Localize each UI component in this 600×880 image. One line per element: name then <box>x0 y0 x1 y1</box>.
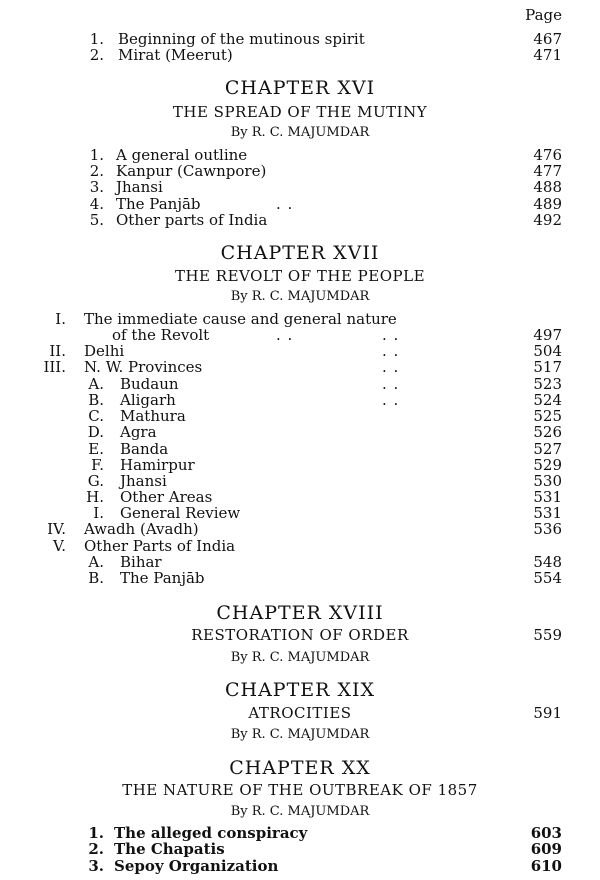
entry-number: III. <box>43 358 66 376</box>
entry-page: 524 <box>533 391 562 409</box>
chapter-author: By R. C. MAJUMDAR <box>230 125 370 140</box>
entry-title: Agra <box>120 423 157 441</box>
entry-number: C. <box>88 407 104 425</box>
entry-page: 525 <box>533 407 562 425</box>
chapter-heading: CHAPTER XVI <box>224 77 376 99</box>
entry-title: Kanpur (Cawnpore) <box>116 162 267 180</box>
entry-title: N. W. Provinces <box>84 358 203 376</box>
entry-number: V. <box>53 537 66 555</box>
entry-number: 1. <box>89 146 104 164</box>
leader-dots: . . <box>382 391 400 409</box>
entry-number: B. <box>88 391 104 409</box>
entry-number: 2. <box>89 46 104 64</box>
entry-title: Awadh (Avadh) <box>84 520 199 538</box>
entry-title: Other Areas <box>120 488 213 506</box>
entry-page: 529 <box>533 456 562 474</box>
chapter-author: By R. C. MAJUMDAR <box>230 727 370 742</box>
chapter-title-row <box>0 704 600 722</box>
entry-page: 530 <box>533 472 562 490</box>
entry-number: 4. <box>89 195 104 213</box>
entry-page: 526 <box>533 423 562 441</box>
entry-page: 536 <box>533 520 562 538</box>
entry-page: 609 <box>530 840 562 858</box>
toc-entry <box>0 569 600 587</box>
leader-dots: . . <box>382 375 400 393</box>
entry-title: Bihar <box>120 553 162 571</box>
entry-title: Delhi <box>84 342 125 360</box>
entry-page: 489 <box>533 195 562 213</box>
entry-title: Other Parts of India <box>84 537 236 555</box>
entry-title: Sepoy Organization <box>114 857 279 875</box>
entry-number: D. <box>87 423 104 441</box>
leader-dots: . . <box>382 358 400 376</box>
entry-title: Budaun <box>120 375 179 393</box>
entry-page: 603 <box>530 824 562 842</box>
chapter-heading: CHAPTER XVIII <box>216 602 384 624</box>
entry-title: Jhansi <box>116 178 163 196</box>
entry-page: 488 <box>533 178 562 196</box>
entry-title: Hamirpur <box>120 456 195 474</box>
chapter-page: 591 <box>533 704 562 722</box>
entry-page: 548 <box>533 553 562 571</box>
chapter-title: THE REVOLT OF THE PEOPLE <box>174 267 426 285</box>
toc-entry <box>0 178 600 196</box>
entry-number: 3. <box>88 857 104 875</box>
entry-page: 497 <box>533 326 562 344</box>
entry-title: Banda <box>120 440 169 458</box>
toc-entry <box>0 358 600 376</box>
entry-title: Aligarh <box>120 391 176 409</box>
chapter-title: ATROCITIES <box>248 704 352 722</box>
entry-number: II. <box>49 342 66 360</box>
toc-entry <box>0 840 600 858</box>
entry-number: F. <box>91 456 104 474</box>
chapter-author: By R. C. MAJUMDAR <box>230 650 370 665</box>
entry-number: I. <box>55 310 66 328</box>
chapter-page: 559 <box>533 626 562 644</box>
entry-number: 5. <box>89 211 104 229</box>
entry-title: A general outline <box>116 146 248 164</box>
toc-entry <box>0 211 600 229</box>
page-column-header: Page <box>525 6 562 24</box>
entry-page: 467 <box>533 30 562 48</box>
entry-number: H. <box>86 488 104 506</box>
entry-page: 527 <box>533 440 562 458</box>
entry-title: The Chapatis <box>114 840 225 858</box>
entry-number: 2. <box>89 162 104 180</box>
entry-number: A. <box>88 375 104 393</box>
entry-page: 477 <box>533 162 562 180</box>
entry-title: Mathura <box>120 407 186 425</box>
chapter-title: THE NATURE OF THE OUTBREAK OF 1857 <box>122 781 478 799</box>
entry-page: 531 <box>533 504 562 522</box>
chapter-author: By R. C. MAJUMDAR <box>230 804 370 819</box>
entry-title: The alleged conspiracy <box>114 824 308 842</box>
entry-number: G. <box>87 472 104 490</box>
entry-number: I. <box>93 504 104 522</box>
entry-title: The immediate cause and general nature <box>84 310 397 328</box>
entry-number: 1. <box>88 824 104 842</box>
toc-entry <box>0 423 600 441</box>
entry-title: Jhansi <box>120 472 167 490</box>
entry-page: 554 <box>533 569 562 587</box>
chapter-heading: CHAPTER XIX <box>224 679 376 701</box>
chapter-title: RESTORATION OF ORDER <box>191 626 409 644</box>
chapter-author: By R. C. MAJUMDAR <box>230 289 370 304</box>
leader-dots: . . <box>276 326 294 344</box>
chapter-title: THE SPREAD OF THE MUTINY <box>172 103 428 121</box>
leader-dots: . . <box>382 342 400 360</box>
entry-title: The Panjāb <box>116 195 201 213</box>
entry-number: A. <box>88 553 104 571</box>
entry-number: IV. <box>47 520 66 538</box>
chapter-heading: CHAPTER XX <box>229 757 371 779</box>
entry-number: E. <box>88 440 104 458</box>
leader-dots: . . <box>276 195 294 213</box>
entry-title: Mirat (Meerut) <box>118 46 233 64</box>
entry-title: of the Revolt <box>112 326 210 344</box>
chapter-title-row <box>0 626 600 644</box>
entry-number: 3. <box>89 178 104 196</box>
toc-entry <box>0 520 600 538</box>
entry-page: 517 <box>533 358 562 376</box>
toc-entry <box>0 857 600 875</box>
entry-title: Other parts of India <box>116 211 268 229</box>
entry-page: 476 <box>533 146 562 164</box>
entry-page: 504 <box>533 342 562 360</box>
entry-title: The Panjāb <box>120 569 205 587</box>
entry-title: Beginning of the mutinous spirit <box>118 30 365 48</box>
entry-page: 610 <box>530 857 562 875</box>
entry-page: 471 <box>533 46 562 64</box>
toc-entry <box>0 46 600 64</box>
entry-title: General Review <box>120 504 241 522</box>
entry-number: 2. <box>88 840 104 858</box>
chapter-heading: CHAPTER XVII <box>220 242 380 264</box>
entry-number: B. <box>88 569 104 587</box>
entry-page: 492 <box>533 211 562 229</box>
entry-page: 523 <box>533 375 562 393</box>
entry-page: 531 <box>533 488 562 506</box>
entry-number: 1. <box>89 30 104 48</box>
leader-dots: . . <box>382 326 400 344</box>
